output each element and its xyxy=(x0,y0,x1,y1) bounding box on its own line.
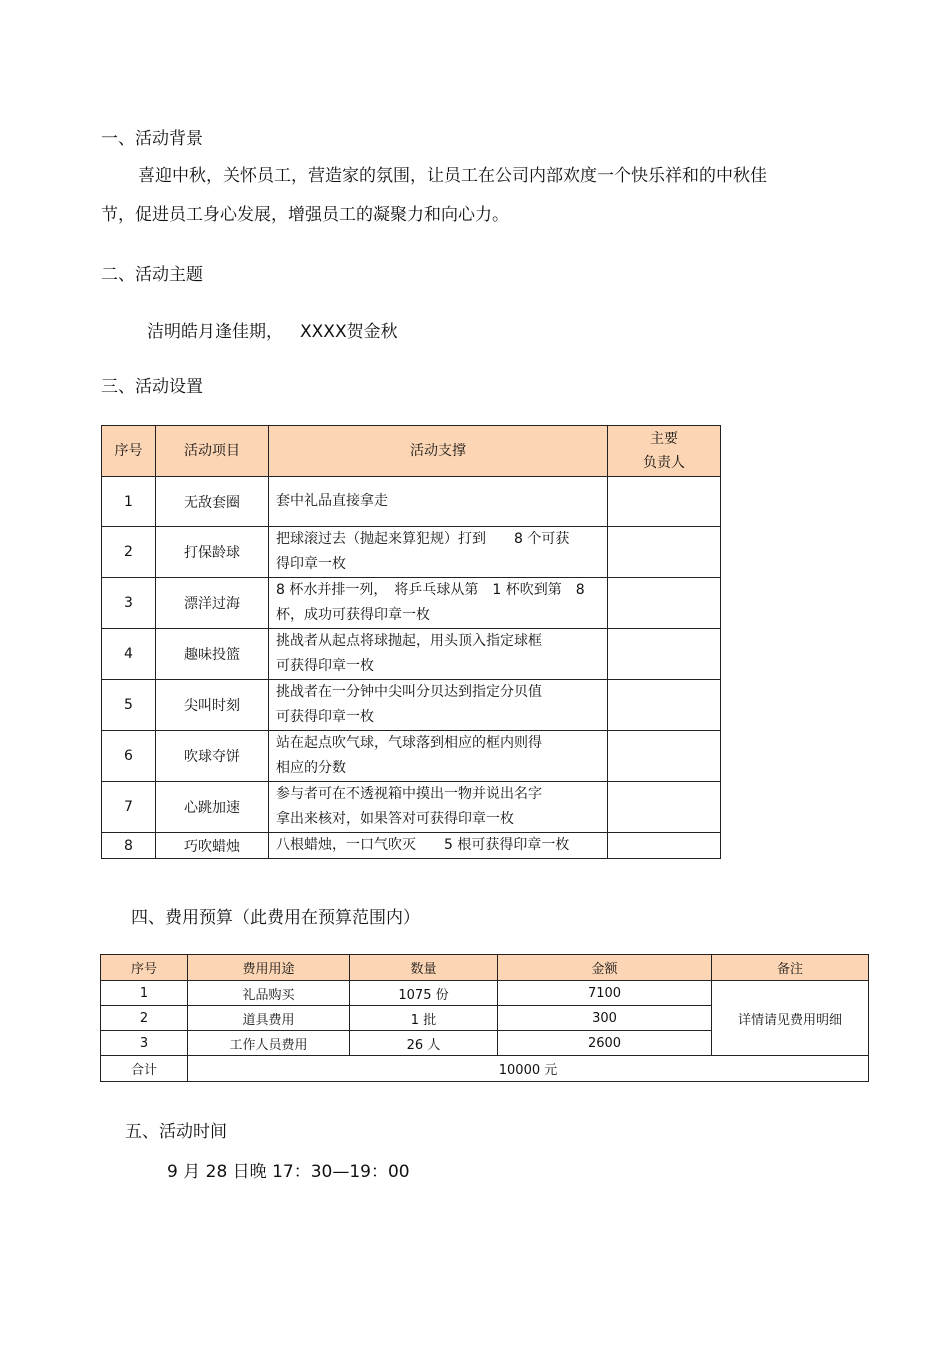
activity-time: 9 月 28 日晚 17：30—19：00 xyxy=(167,1162,410,1182)
row-qty: 1075 份 xyxy=(350,981,498,1006)
budget-note: 详情请见费用明细 xyxy=(712,981,869,1056)
row-owner xyxy=(608,782,721,833)
row-item: 吹球夺饼 xyxy=(156,731,269,782)
activity-table xyxy=(101,425,721,859)
background-paragraph-line-1: 喜迎中秋，关怀员工，营造家的氛围，让员工在公司内部欢度一个快乐祥和的中秋佳 xyxy=(138,166,767,186)
col-header-item: 活动项目 xyxy=(156,426,269,477)
row-use: 工作人员费用 xyxy=(188,1031,350,1056)
total-label: 合计 xyxy=(101,1056,188,1082)
budget-table xyxy=(100,954,869,1082)
row-support-line-2: 可获得印章一枚 xyxy=(276,658,374,674)
row-support-line-1: 参与者可在不透视箱中摸出一物并说出名字 xyxy=(276,786,542,802)
row-no: 2 xyxy=(101,1006,188,1031)
row-support xyxy=(269,578,608,629)
col-header-owner xyxy=(608,426,721,477)
theme-text-part-1: 洁明皓月逢佳期， xyxy=(147,322,283,342)
theme-text-part-2: XXXX贺金秋 xyxy=(300,322,398,342)
row-support xyxy=(269,680,608,731)
row-amount: 2600 xyxy=(498,1031,712,1056)
row-support-line-1: 把球滚过去（抛起来算犯规）打到 8 个可获 xyxy=(276,531,570,547)
row-support xyxy=(269,782,608,833)
table-row xyxy=(101,981,869,1006)
row-owner xyxy=(608,680,721,731)
row-item: 尖叫时刻 xyxy=(156,680,269,731)
row-support-line-2: 杯，成功可获得印章一枚 xyxy=(276,607,430,623)
row-no: 4 xyxy=(102,629,156,680)
row-item: 心跳加速 xyxy=(156,782,269,833)
col-header-owner-line-2: 负责人 xyxy=(643,455,685,471)
col-header-owner-line-1: 主要 xyxy=(650,431,678,447)
col-header-qty: 数量 xyxy=(350,955,498,981)
row-support-line-1: 8 杯水并排一列， 将乒乓球从第 1 杯吹到第 8 xyxy=(276,582,585,598)
row-owner xyxy=(608,629,721,680)
row-item: 趣味投篮 xyxy=(156,629,269,680)
row-support-line-2: 相应的分数 xyxy=(276,760,346,776)
row-qty: 26 人 xyxy=(350,1031,498,1056)
table-row xyxy=(102,629,721,680)
row-qty: 1 批 xyxy=(350,1006,498,1031)
row-use: 礼品购买 xyxy=(188,981,350,1006)
section-1-heading: 一、活动背景 xyxy=(101,129,203,149)
row-amount: 7100 xyxy=(498,981,712,1006)
table-row xyxy=(102,527,721,578)
row-no: 3 xyxy=(101,1031,188,1056)
row-support-line-2: 拿出来核对，如果答对可获得印章一枚 xyxy=(276,811,514,827)
row-support xyxy=(269,833,608,859)
table-row xyxy=(102,680,721,731)
col-header-use: 费用用途 xyxy=(188,955,350,981)
budget-table-header xyxy=(101,955,869,981)
row-support-line-1: 挑战者从起点将球抛起，用头顶入指定球框 xyxy=(276,633,542,649)
row-no: 1 xyxy=(102,477,156,527)
table-row xyxy=(102,477,721,527)
col-header-support: 活动支撑 xyxy=(269,426,608,477)
table-row xyxy=(102,578,721,629)
row-no: 5 xyxy=(102,680,156,731)
row-item: 漂洋过海 xyxy=(156,578,269,629)
row-owner xyxy=(608,477,721,527)
row-support-line-1: 挑战者在一分钟中尖叫分贝达到指定分贝值 xyxy=(276,684,542,700)
row-item: 无敌套圈 xyxy=(156,477,269,527)
row-support-line-2: 可获得印章一枚 xyxy=(276,709,374,725)
row-no: 7 xyxy=(102,782,156,833)
section-4-heading: 四、费用预算（此费用在预算范围内） xyxy=(131,908,420,928)
section-3-heading: 三、活动设置 xyxy=(101,377,203,397)
row-no: 1 xyxy=(101,981,188,1006)
row-support-line-1: 套中礼品直接拿走 xyxy=(276,493,388,509)
table-row xyxy=(102,782,721,833)
row-support xyxy=(269,731,608,782)
total-value: 10000 元 xyxy=(188,1056,869,1082)
row-support-line-1: 站在起点吹气球，气球落到相应的框内则得 xyxy=(276,735,542,751)
row-support xyxy=(269,527,608,578)
row-item: 打保龄球 xyxy=(156,527,269,578)
row-no: 8 xyxy=(102,833,156,859)
row-support xyxy=(269,629,608,680)
row-owner xyxy=(608,578,721,629)
row-amount: 300 xyxy=(498,1006,712,1031)
row-item: 巧吹蜡烛 xyxy=(156,833,269,859)
col-header-no: 序号 xyxy=(102,426,156,477)
row-owner xyxy=(608,833,721,859)
col-header-note: 备注 xyxy=(712,955,869,981)
row-no: 6 xyxy=(102,731,156,782)
row-owner xyxy=(608,527,721,578)
row-owner xyxy=(608,731,721,782)
row-use: 道具费用 xyxy=(188,1006,350,1031)
col-header-amount: 金额 xyxy=(498,955,712,981)
row-no: 3 xyxy=(102,578,156,629)
section-5-heading: 五、活动时间 xyxy=(125,1122,227,1142)
row-support xyxy=(269,477,608,527)
table-row xyxy=(102,833,721,859)
row-no: 2 xyxy=(102,527,156,578)
row-support-line-2: 得印章一枚 xyxy=(276,556,346,572)
section-2-heading: 二、活动主题 xyxy=(101,265,203,285)
background-paragraph-line-2: 节，促进员工身心发展，增强员工的凝聚力和向心力。 xyxy=(101,205,509,225)
activity-table-header xyxy=(102,426,721,477)
total-row xyxy=(101,1056,869,1082)
row-support-line-1: 八根蜡烛，一口气吹灭 5 根可获得印章一枚 xyxy=(276,837,570,853)
col-header-no: 序号 xyxy=(101,955,188,981)
table-row xyxy=(102,731,721,782)
